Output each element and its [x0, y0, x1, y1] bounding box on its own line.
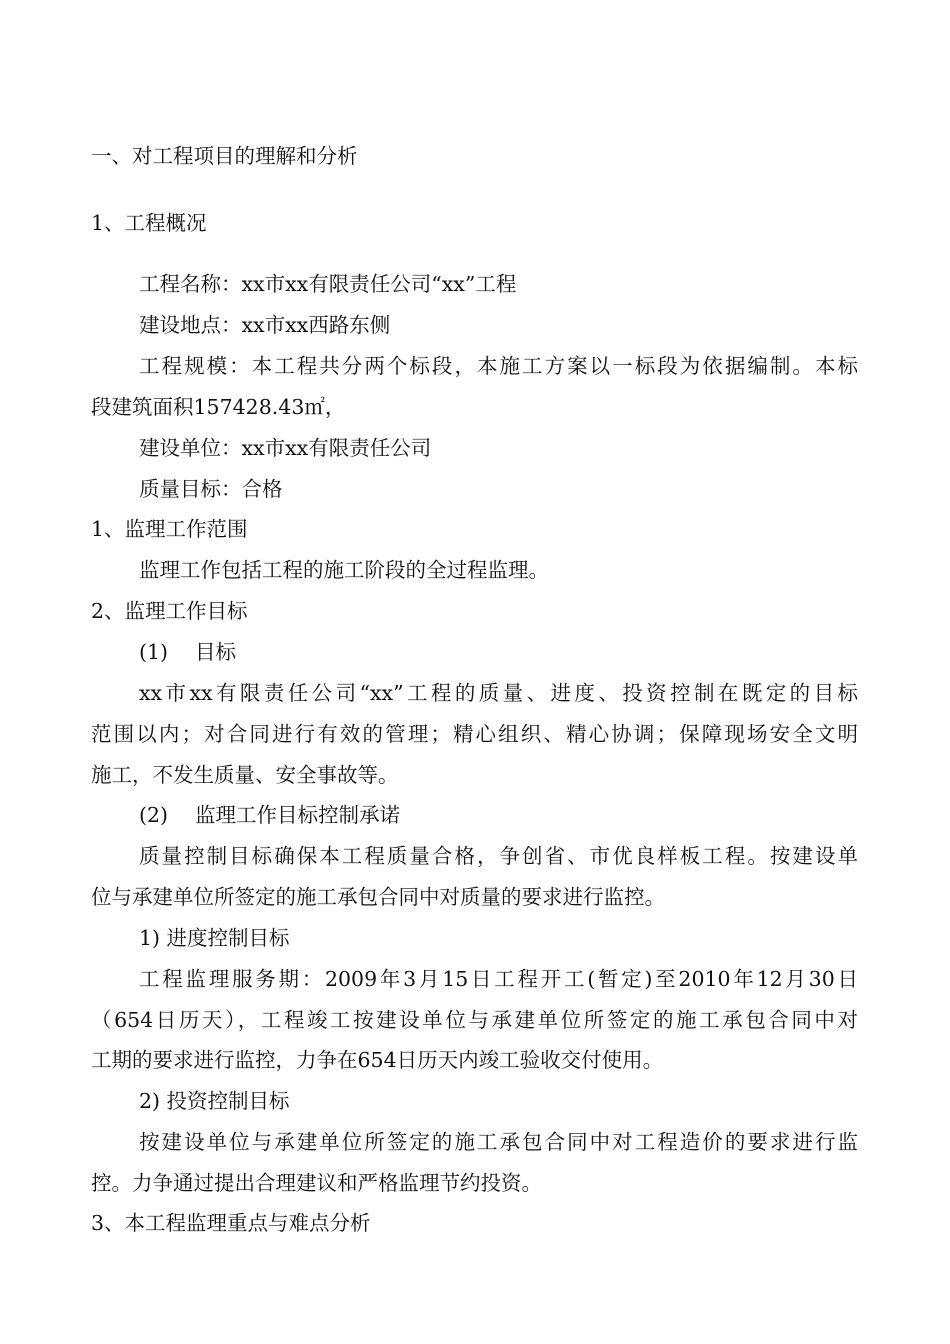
quality-control-line-1: 质量控制目标确保本工程质量合格，争创省、市优良样板工程。按建设单	[139, 844, 858, 868]
subsection-heading: 1、工程概况	[91, 211, 207, 235]
section-heading: 一、对工程项目的理解和分析	[91, 144, 358, 168]
investment-control-line-1: 按建设单位与承建单位所签定的施工承包合同中对工程造价的要求进行监	[139, 1130, 858, 1154]
construction-site: 建设地点：xx市xx西路东侧	[139, 313, 391, 337]
goal-text-line-2: 范围以内；对合同进行有效的管理；精心组织、精心协调；保障现场安全文明	[91, 722, 858, 746]
project-scale-line-1: 工程规模：本工程共分两个标段，本施工方案以一标段为依据编制。本标	[139, 354, 858, 378]
construction-unit: 建设单位：xx市xx有限责任公司	[139, 436, 432, 460]
project-scale-line-2: 段建筑面积157428.43㎡，	[91, 395, 346, 419]
schedule-control-line-1: 工程监理服务期：2009年3月15日工程开工(暂定)至2010年12月30日	[139, 967, 858, 991]
investment-control-heading: 2) 投资控制目标	[139, 1089, 290, 1113]
key-points-heading: 3、本工程监理重点与难点分析	[91, 1211, 371, 1235]
quality-target: 质量目标：合格	[139, 477, 283, 501]
goal-text-line-1: xx市xx有限责任公司“xx”工程的质量、进度、投资控制在既定的目标	[139, 681, 858, 705]
schedule-control-line-2: （654日历天），工程竣工按建设单位与承建单位所签定的施工承包合同中对	[91, 1008, 858, 1032]
supervision-goal-heading: 2、监理工作目标	[91, 599, 248, 623]
project-name: 工程名称：xx市xx有限责任公司“xx”工程	[139, 272, 517, 296]
schedule-control-line-3: 工期的要求进行监控，力争在654日历天内竣工验收交付使用。	[91, 1048, 664, 1072]
schedule-control-heading: 1) 进度控制目标	[139, 926, 290, 950]
quality-control-line-2: 位与承建单位所签定的施工承包合同中对质量的要求进行监控。	[91, 885, 665, 909]
investment-control-line-2: 控。力争通过提出合理建议和严格监理节约投资。	[91, 1171, 542, 1195]
goal-item-1-heading: (1) 目标	[139, 640, 237, 664]
goal-item-2-heading: (2) 监理工作目标控制承诺	[139, 803, 401, 827]
supervision-scope-heading: 1、监理工作范围	[91, 517, 248, 541]
goal-text-line-3: 施工，不发生质量、安全事故等。	[91, 763, 399, 787]
supervision-scope-text: 监理工作包括工程的施工阶段的全过程监理。	[139, 558, 549, 582]
